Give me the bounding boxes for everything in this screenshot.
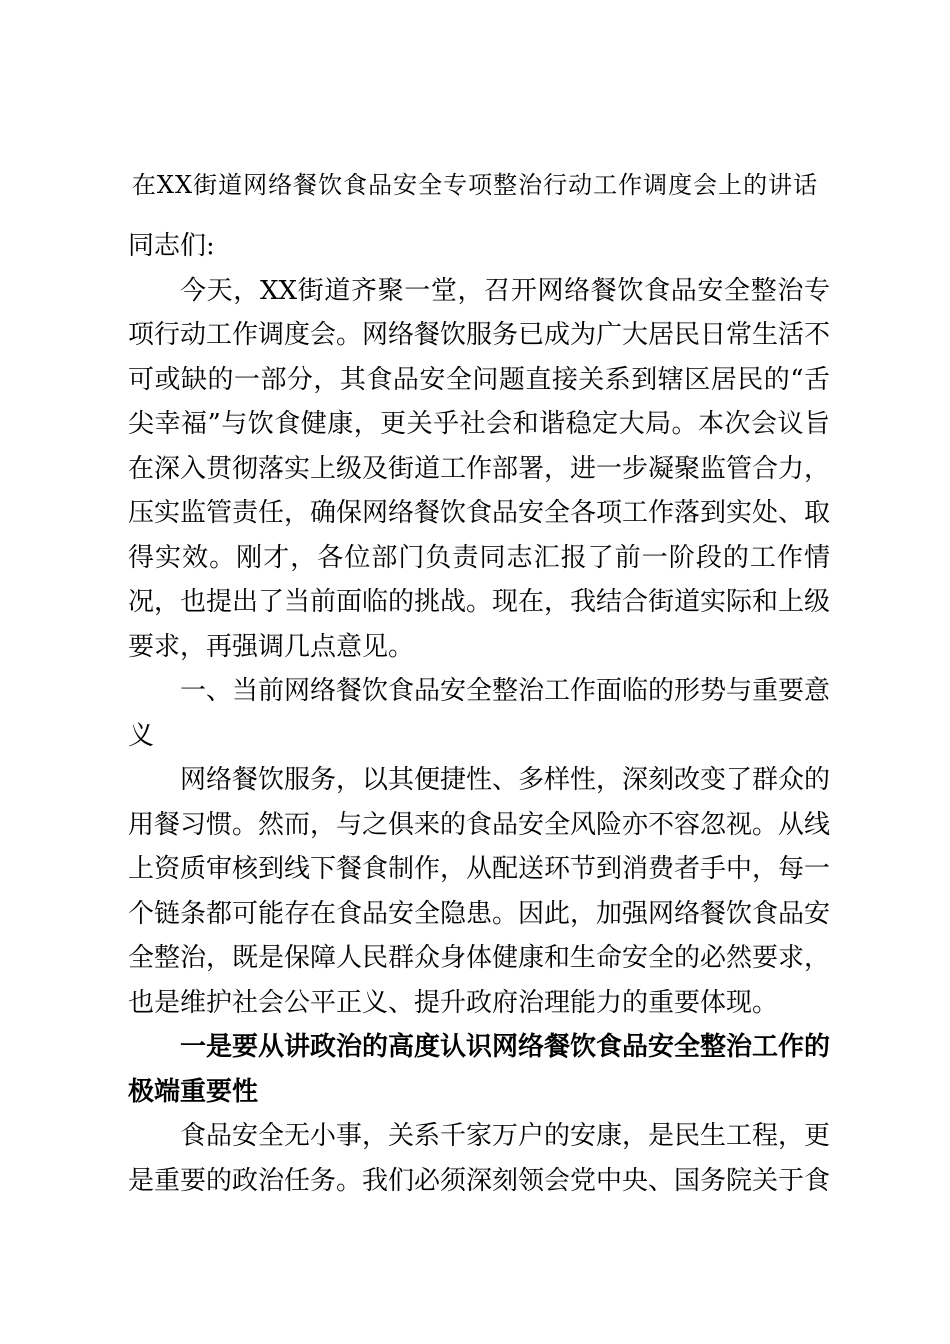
- paragraph-situation: 网络餐饮服务，以其便捷性、多样性，深刻改变了群众的用餐习惯。然而，与之俱来的食品安全风险亦不容忽视。从线上资质审核到线下餐食制作，从配送环节到消费者手中，每一个链条都可能存在食品安全隐患。因此，加强网络餐饮食品安全整治，既是保障人民群众身体健康和生命安全的必然要求，也是维护社会公平正义、提升政府治理能力的重要体现。: [128, 765, 831, 1018]
- section-heading-1: 一、当前网络餐饮食品安全整治工作面临的形势与重要意义: [128, 676, 831, 751]
- document-body: [128, 224, 830, 1203]
- document-title: 在XX街道网络餐饮食品安全专项整治行动工作调度会上的讲话: [131, 171, 819, 199]
- paragraph-opening: 今天，XX街道齐聚一堂，召开网络餐饮食品安全整治专项行动工作调度会。网络餐饮服务已成为广大居民日常生活不可或缺的一部分，其食品安全问题直接关系到辖区居民的“舌尖幸福”与饮食健康，更关乎社会和谐稳定大局。本次会议旨在深入贯彻落实上级及街道工作部署，进一步凝聚监管合力，压实监管责任，确保网络餐饮食品安全各项工作落到实处、取得实效。刚才，各位部门负责同志汇报了前一阶段的工作情况，也提出了当前面临的挑战。现在，我结合街道实际和上级要求，再强调几点意见。: [128, 275, 831, 662]
- salutation: 同志们:: [128, 231, 215, 261]
- subheading-1: 一是要从讲政治的高度认识网络餐饮食品安全整治工作的极端重要性: [128, 1032, 831, 1107]
- paragraph-food-safety: 食品安全无小事，关系千家万户的安康，是民生工程，更是重要的政治任务。我们必须深刻领会党中央、国务院关于食: [128, 1121, 831, 1196]
